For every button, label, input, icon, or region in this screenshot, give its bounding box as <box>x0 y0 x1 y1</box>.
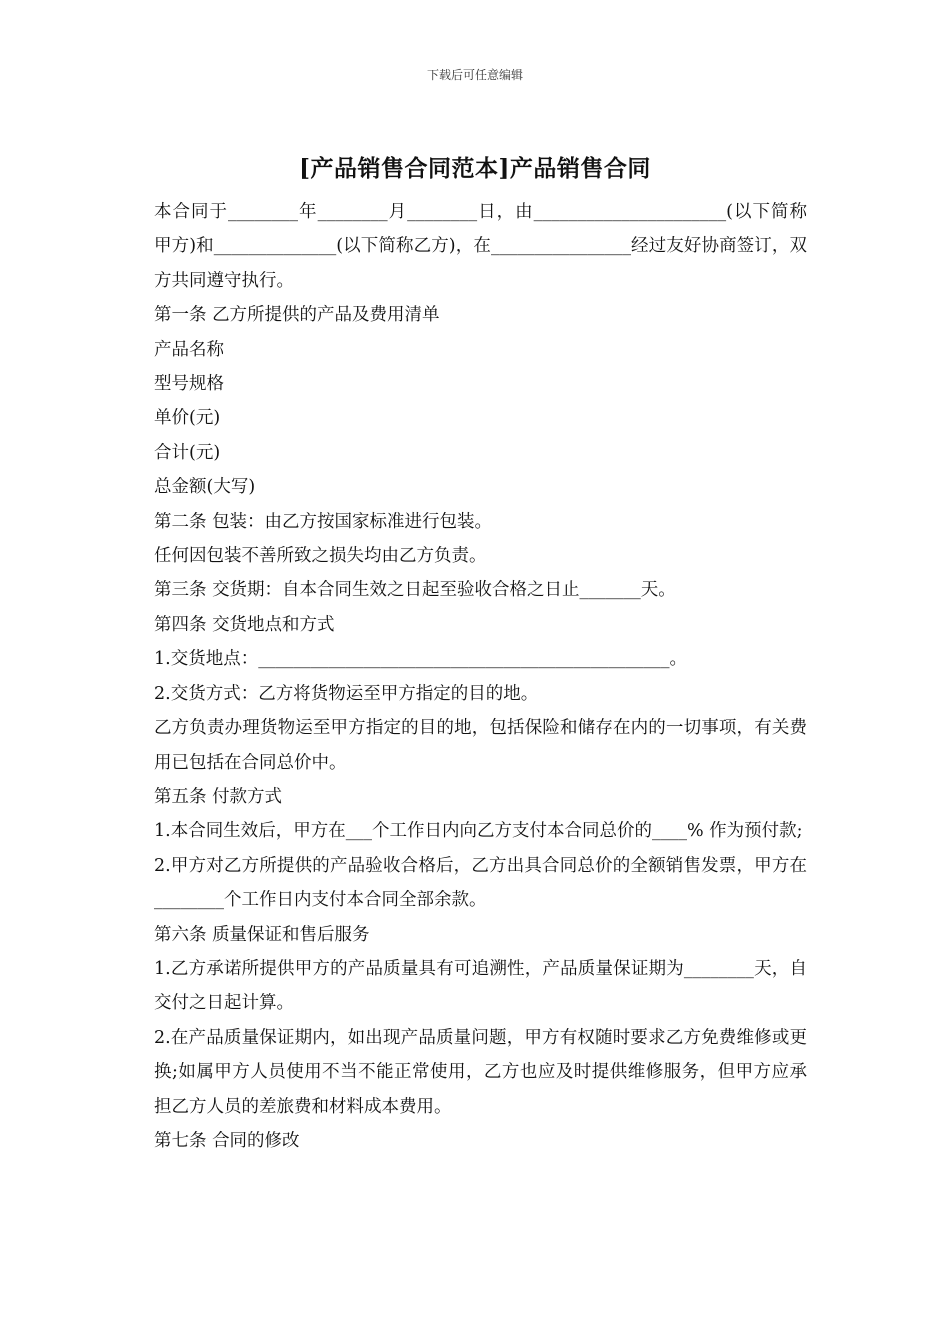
clause-item: 2.甲方对乙方所提供的产品验收合格后，乙方出具合同总价的全额销售发票，甲方在________个工作日内支付本合同全部余款。 <box>154 855 807 911</box>
article-7-heading: 第七条 合同的修改 <box>154 1130 300 1151</box>
clause-item: 2.交货方式：乙方将货物运至甲方指定的目的地。 <box>154 683 539 704</box>
clause-item: 1.本合同生效后，甲方在___个工作日内向乙方支付本合同总价的____% 作为预付款; <box>154 821 803 842</box>
document-body <box>145 195 807 1158</box>
article-2-heading: 第二条 包装：由乙方按国家标准进行包装。 <box>154 511 493 532</box>
paragraph-intro: 本合同于________年________月________日，由______________________(以下简称甲方)和______________(以下简称乙方)，在________________经过友好协商签订，双方共同遵守执行。 <box>154 202 807 291</box>
list-item: 单价(元) <box>154 408 221 429</box>
list-item: 总金额(大写) <box>154 477 256 498</box>
article-4-heading: 第四条 交货地点和方式 <box>154 614 335 635</box>
header-note: 下载后可任意编辑 <box>426 68 523 82</box>
article-3-heading: 第三条 交货期：自本合同生效之日起至验收合格之日止_______天。 <box>154 580 676 601</box>
clause-item: 1.交货地点：_______________________________________________。 <box>154 649 687 670</box>
article-5-heading: 第五条 付款方式 <box>154 786 283 807</box>
list-item: 合计(元) <box>154 442 221 463</box>
list-item: 型号规格 <box>154 374 224 395</box>
paragraph: 乙方负责办理货物运至甲方指定的目的地，包括保险和储存在内的一切事项，有关费用已包括在合同总价中。 <box>154 718 807 773</box>
clause-item: 1.乙方承诺所提供甲方的产品质量具有可追溯性，产品质量保证期为________天，自交付之日起计算。 <box>154 958 807 1014</box>
paragraph: 任何因包装不善所致之损失均由乙方负责。 <box>154 546 487 567</box>
list-item: 产品名称 <box>154 339 224 360</box>
clause-item: 2.在产品质量保证期内，如出现产品质量问题，甲方有权随时要求乙方免费维修或更换;如属甲方人员使用不当不能正常使用，乙方也应及时提供维修服务，但甲方应承担乙方人员的差旅费和材料成本费用。 <box>154 1027 807 1117</box>
document-title: [产品销售合同范本]产品销售合同 <box>299 155 651 182</box>
article-6-heading: 第六条 质量保证和售后服务 <box>154 924 370 945</box>
article-1-heading: 第一条 乙方所提供的产品及费用清单 <box>154 305 440 326</box>
